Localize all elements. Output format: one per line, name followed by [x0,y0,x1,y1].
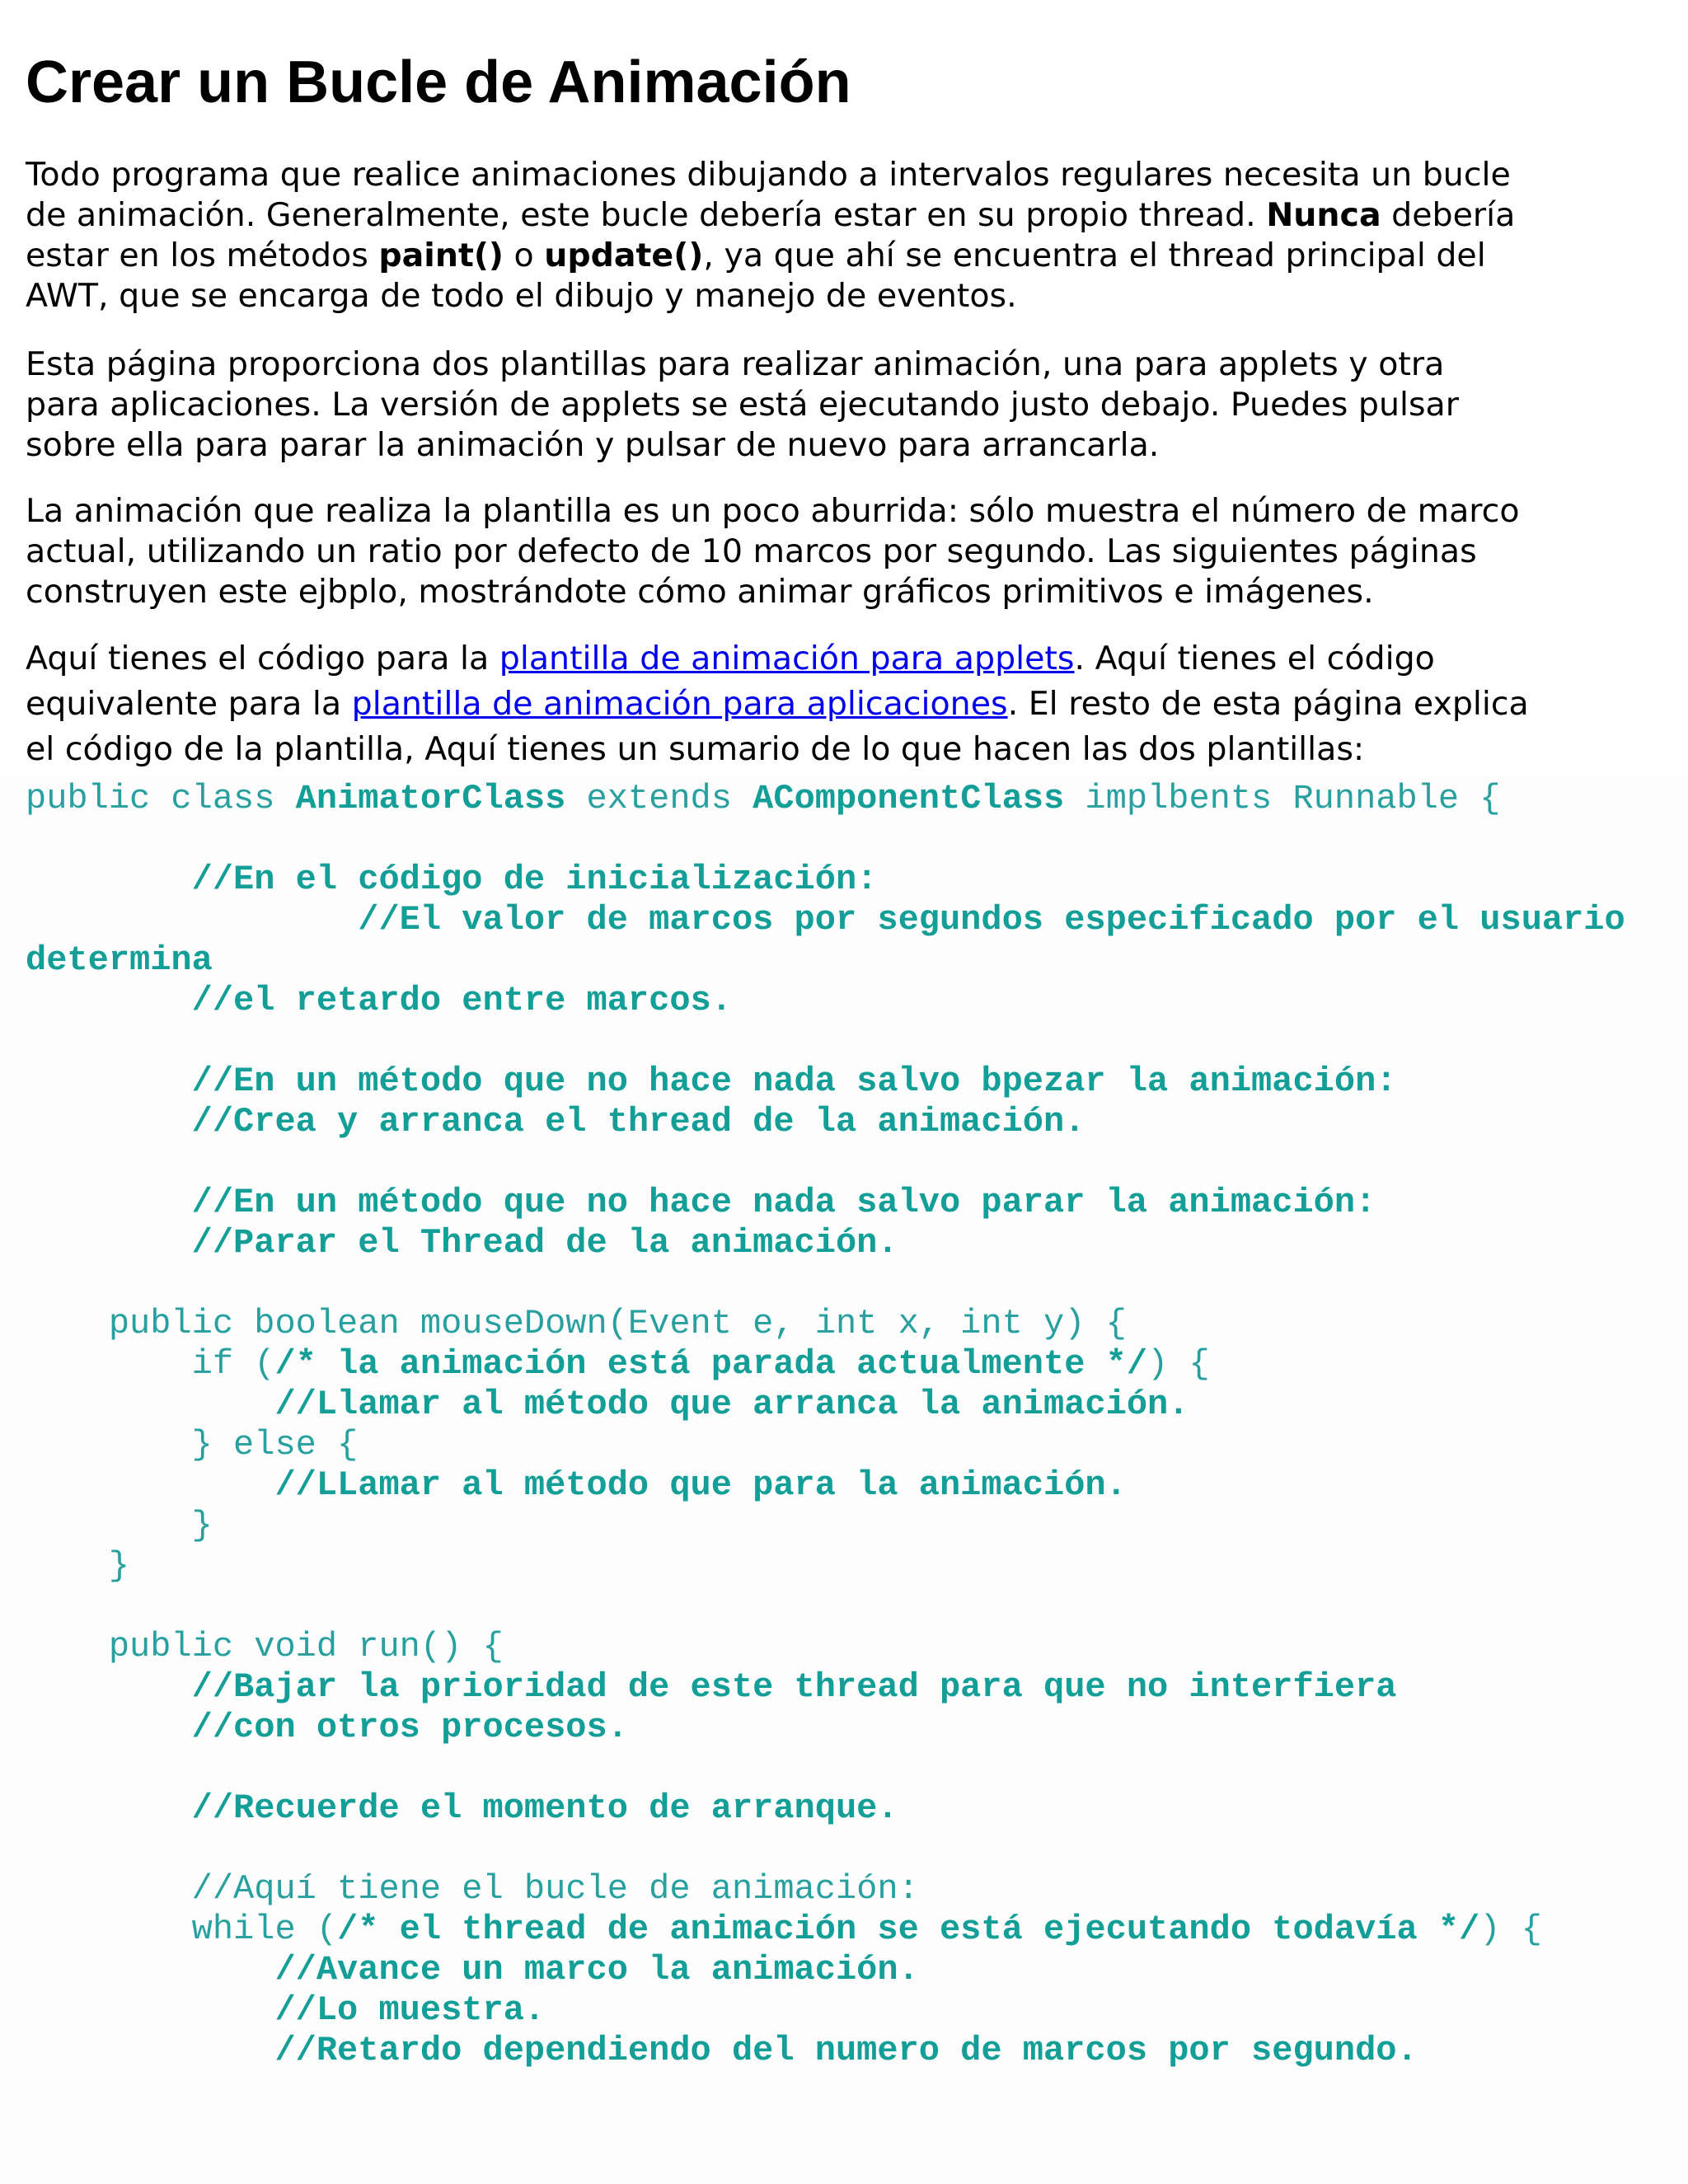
text-line [26,195,1666,236]
code-comment: //En el código de inicialización: [26,860,878,899]
code-line: public void run() { [26,1627,504,1666]
text-segment: . El resto de esta página explica [1007,685,1529,723]
text-segment: , ya que ahí se encuentra el thread principal del [703,237,1486,274]
code-comment: //Llamar al método que arranca la animación. [26,1385,1189,1424]
code-line: //Aquí tiene el bucle de animación: [26,1869,919,1909]
text-line: AWT, que se encarga de todo el dibujo y manejo de eventos. [26,277,1017,315]
code-comment: //Avance un marco la animación. [26,1950,919,1990]
intro-paragraph [26,155,1666,316]
code-line: } [26,1506,213,1545]
applet-template-link[interactable]: plantilla de animación para applets [499,640,1075,677]
code-block [26,779,1625,2071]
links-paragraph [26,636,1666,772]
application-template-link[interactable]: plantilla de animación para aplicaciones [351,685,1008,723]
code-comment: //LLamar al método que para la animación. [26,1465,1127,1505]
code-keyword: ) { [1147,1344,1210,1384]
method-name-update: update() [544,237,704,274]
text-segment: debería [1381,196,1516,234]
code-comment: //Retardo dependiendo del numero de marcos por segundo. [26,2031,1418,2070]
code-keyword: ) { [1479,1910,1542,1949]
code-comment: //En un método que no hace nada salvo bpezar la animación: [26,1062,1397,1101]
code-comment: determina [26,940,213,980]
code-comment: //Recuerde el momento de arranque. [26,1788,898,1828]
code-line [26,779,1501,818]
text-segment: equivalente para la [26,685,352,723]
method-name-paint: paint() [378,237,504,274]
code-comment: //Parar el Thread de la animación. [26,1223,898,1263]
animation-paragraph [26,491,1666,612]
text-segment: estar en los métodos [26,237,379,274]
code-keyword: implbents Runnable { [1064,779,1501,818]
code-keyword: while ( [26,1910,338,1949]
code-class-name: AnimatorClass [295,779,566,818]
code-comment: //con otros procesos. [26,1708,628,1747]
code-class-name: AComponentClass [753,779,1065,818]
text-line: Todo programa que realice animaciones dibujando a intervalos regulares necesita un bucle [26,156,1511,194]
code-comment: //Lo muestra. [26,1990,546,2030]
code-line: public boolean mouseDown(Event e, int x, int y) { [26,1304,1127,1343]
text-line: sobre ella para parar la animación y pulsar de nuevo para arrancarla. [26,426,1160,464]
code-comment: //En un método que no hace nada salvo parar la animación: [26,1183,1376,1222]
code-line: } [26,1546,130,1586]
text-line [26,682,1666,727]
text-line: La animación que realiza la plantilla es un poco aburrida: sólo muestra el número de marco [26,492,1520,530]
code-keyword: public class [26,779,296,818]
code-comment: /* el thread de animación se está ejecutando todavía */ [337,1910,1480,1949]
code-keyword: extends [565,779,753,818]
text-segment: . Aquí tienes el código [1074,640,1435,677]
emphasis-text: Nunca [1266,196,1381,234]
text-line: el código de la plantilla, Aquí tienes un sumario de lo que hacen las dos plantillas: [26,730,1365,768]
code-comment: //Crea y arranca el thread de la animación. [26,1102,1085,1141]
code-line: } else { [26,1425,359,1465]
text-line: Esta página proporciona dos plantillas para realizar animación, una para applets y otra [26,345,1445,383]
text-segment: de animación. Generalmente, este bucle debería estar en su propio thread. [26,196,1267,234]
templates-paragraph [26,344,1666,466]
code-line [26,1344,1210,1384]
code-comment: //Bajar la prioridad de este thread para que no interfiera [26,1667,1397,1707]
text-line: construyen este ejbplo, mostrándote cómo animar gráficos primitivos e imágenes. [26,573,1374,611]
text-segment: Aquí tienes el código para la [26,640,499,677]
text-segment: o [503,237,545,274]
code-line [26,1910,1542,1949]
text-line [26,236,1666,276]
text-line: actual, utilizando un ratio por defecto de 10 marcos por segundo. Las siguientes páginas [26,532,1477,570]
page-title: Crear un Bucle de Animación [26,49,851,115]
text-line [26,636,1666,682]
code-comment: //el retardo entre marcos. [26,981,732,1020]
code-comment: //El valor de marcos por segundos especificado por el usuario [26,900,1625,940]
code-comment: /* la animación está parada actualmente */ [274,1344,1148,1384]
code-keyword: if ( [26,1344,275,1384]
text-line: para aplicaciones. La versión de applets se está ejecutando justo debajo. Puedes pulsar [26,386,1460,424]
